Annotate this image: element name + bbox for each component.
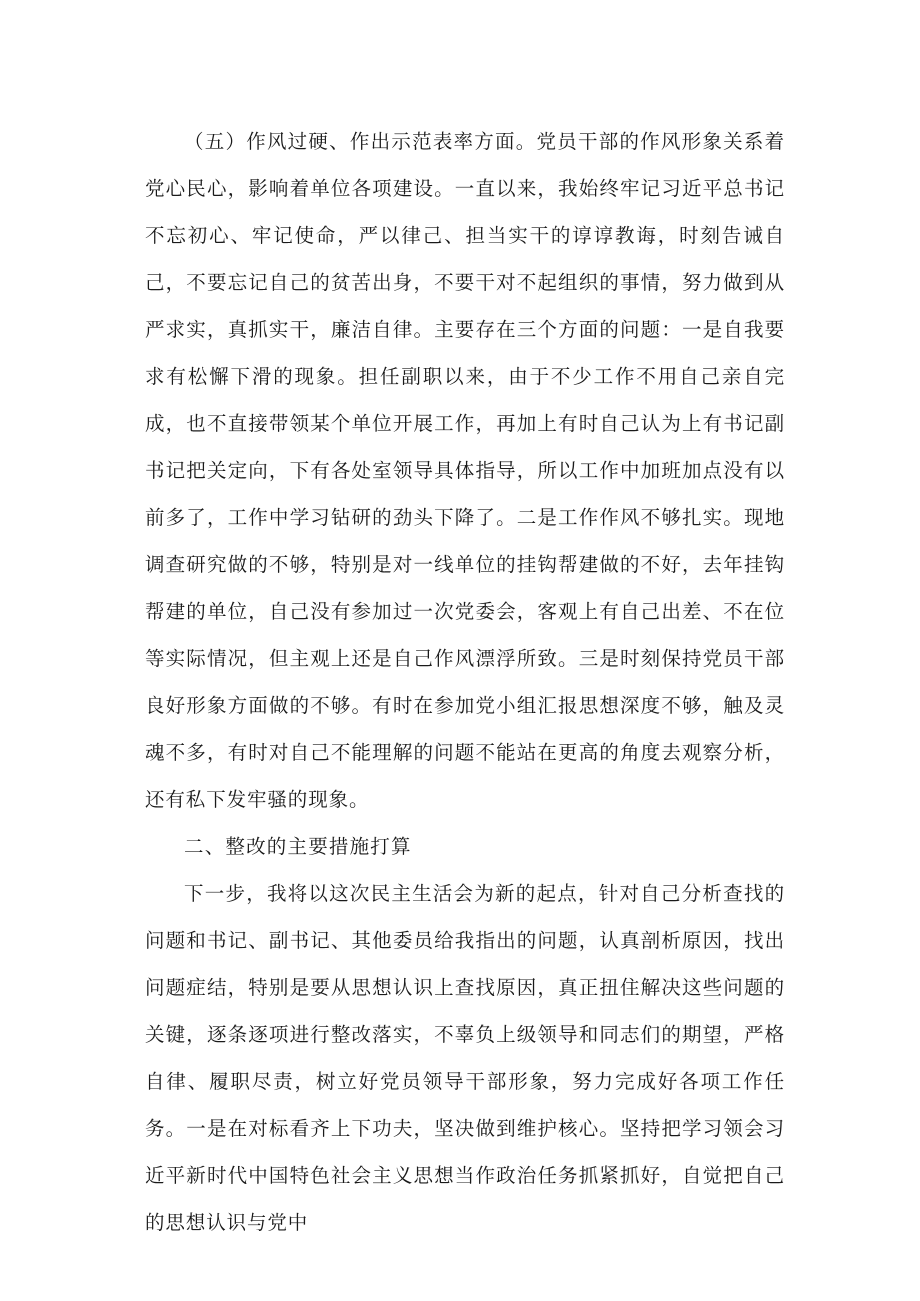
section-heading-rectification: 二、整改的主要措施打算 <box>184 835 412 858</box>
paragraph-work-style: （五）作风过硬、作出示范表率方面。党员干部的作风形象关系着党心民心，影响着单位各项建设。一直以来，我始终牢记习近平总书记不忘初心、牢记使命，严以律己、担当实干的谆谆教诲，时刻告诫自己，不要忘记自己的贫苦出身，不要干对不起组织的事情，努力做到从严求实，真抓实干，廉洁自律。主要存在三个方面的问题：一是自我要求有松懈下滑的现象。担任副职以来，由于不少工作不用自己亲自完成，也不直接带领某个单位开展工作，再加上有时自己认为上有书记副书记把关定向，下有各处室领导具体指导，所以工作中加班加点没有以前多了，工作中学习钻研的劲头下降了。二是工作作风不够扎实。现地调查研究做的不够，特别是对一线单位的挂钩帮建做的不好，去年挂钩帮建的单位，自己没有参加过一次党委会，客观上有自己出差、不在位等实际情况，但主观上还是自己作风漂浮所致。三是时刻保持党员干部良好形象方面做的不够。有时在参加党小组汇报思想深度不够，触及灵魂不多，有时对自己不能理解的问题不能站在更高的角度去观察分析，还有私下发牢骚的现象。 <box>145 130 785 811</box>
paragraph-next-steps: 下一步，我将以这次民主生活会为新的起点，针对自己分析查找的问题和书记、副书记、其他委员给我指出的问题，认真剖析原因，找出问题症结，特别是要从思想认识上查找原因，真正扭住解决这些问题的关键，逐条逐项进行整改落实，不辜负上级领导和同志们的期望，严格自律、履职尽责，树立好党员领导干部形象，努力完成好各项工作任务。一是在对标看齐上下功夫，坚决做到维护核心。坚持把学习领会习近平新时代中国特色社会主义思想当作政治任务抓紧抓好，自觉把自己的思想认识与党中 <box>145 882 785 1234</box>
document-body <box>145 118 785 1246</box>
